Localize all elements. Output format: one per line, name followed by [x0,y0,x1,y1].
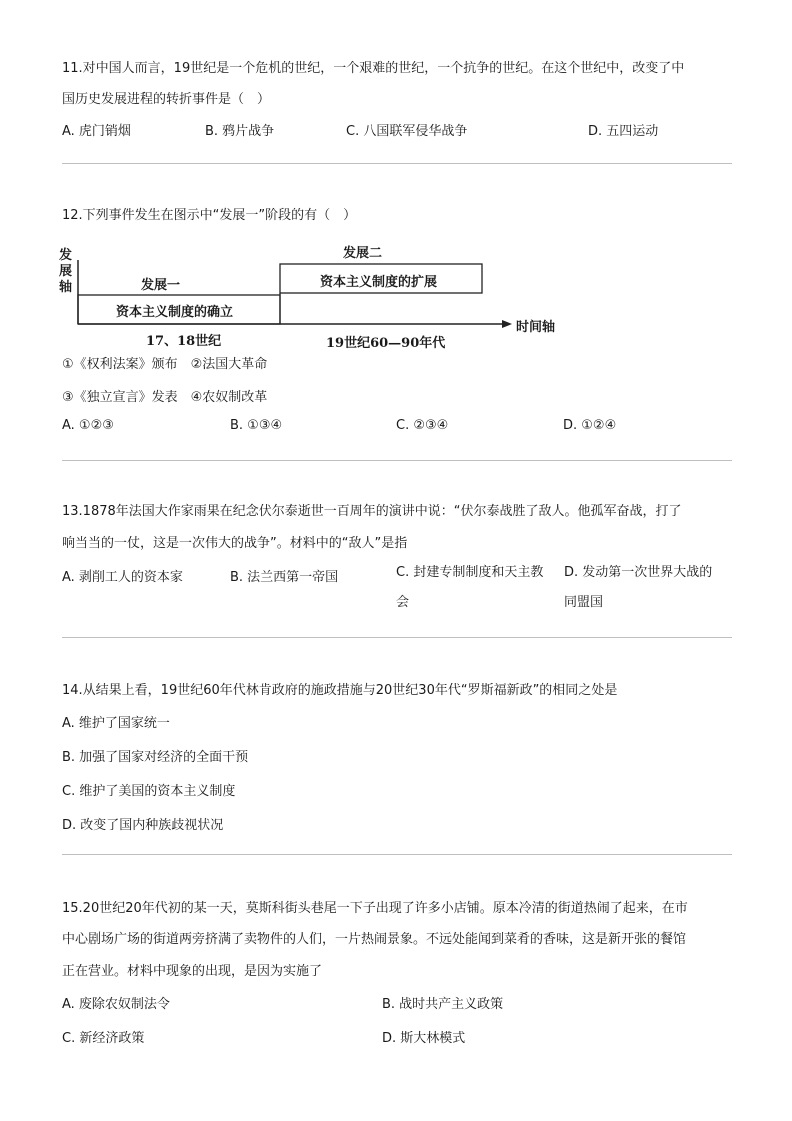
q15-stem-line3: 正在营业。材料中现象的出现，是因为实施了 [62,964,323,979]
stage2-box-label: 资本主义制度的扩展 [320,275,438,290]
q14-option-d[interactable]: D. 改变了国内种族歧视状况 [62,818,224,833]
q12-option-b[interactable]: B. ①③④ [230,418,283,433]
q13-option-b[interactable]: B. 法兰西第一帝国 [230,570,339,585]
q13-stem-line1: 13.1878年法国大作家雨果在纪念伏尔泰逝世一百周年的演讲中说：“伏尔泰战胜了敌人。他孤军奋战，打了 [62,504,682,519]
q11-stem-line1: 11.对中国人而言，19世纪是一个危机的世纪，一个艰难的世纪，一个抗争的世纪。在这个世纪中，改变了中 [62,61,685,76]
q11-stem-line2: 国历史发展进程的转折事件是（ ） [62,92,271,107]
q11-option-a[interactable]: A. 虎门销烟 [62,124,131,139]
q15-option-d[interactable]: D. 斯大林模式 [382,1031,466,1046]
q13-option-a[interactable]: A. 剥削工人的资本家 [62,570,183,585]
q12-option-d[interactable]: D. ①②④ [563,418,617,433]
q14-option-c[interactable]: C. 维护了美国的资本主义制度 [62,784,236,799]
divider [62,163,732,164]
q12-items-line2: ③《独立宣言》发表 ④农奴制改革 [62,390,268,405]
diagram-graphics [56,240,536,350]
q15-option-c[interactable]: C. 新经济政策 [62,1031,145,1046]
period1-label: 17、18世纪 [146,334,222,349]
q14-option-a[interactable]: A. 维护了国家统一 [62,716,170,731]
q13-option-d[interactable]: D. 发动第一次世界大战的同盟国 [564,565,713,610]
period2-label: 19世纪60—90年代 [326,336,446,351]
q15-stem-line2: 中心剧场广场的街道两旁挤满了卖物件的人们，一片热闹景象。不远处能闻到菜肴的香味，这是新开张的餐馆 [62,932,687,947]
q12-option-c[interactable]: C. ②③④ [396,418,449,433]
q14-stem: 14.从结果上看，19世纪60年代林肯政府的施政措施与20世纪30年代“罗斯福新政”的相同之处是 [62,683,618,698]
q11-option-b[interactable]: B. 鸦片战争 [205,124,275,139]
time-axis-label: 时间轴 [516,320,556,335]
q12-option-a[interactable]: A. ①②③ [62,418,114,433]
divider [62,460,732,461]
q12-items-line1: ①《权利法案》颁布 ②法国大革命 [62,357,268,372]
q15-stem-line1: 15.20世纪20年代初的某一天，莫斯科街头巷尾一下子出现了许多小店铺。原本冷清的街道热闹了起来，在市 [62,901,688,916]
divider [62,854,732,855]
q12-stem: 12.下列事件发生在图示中“发展一”阶段的有（ ） [62,208,357,223]
axis-label-vertical: 发展轴 [59,248,73,295]
stage2-title: 发展二 [343,246,383,261]
q15-option-a[interactable]: A. 废除农奴制法令 [62,997,170,1012]
q13-stem-line2: 响当当的一仗，这是一次伟大的战争”。材料中的“敌人”是指 [62,536,408,551]
stage1-title: 发展一 [141,278,181,293]
q15-option-b[interactable]: B. 战时共产主义政策 [382,997,504,1012]
divider [62,637,732,638]
stage1-box-label: 资本主义制度的确立 [116,305,234,320]
q14-option-b[interactable]: B. 加强了国家对经济的全面干预 [62,750,249,765]
q11-option-c[interactable]: C. 八国联军侵华战争 [346,124,468,139]
q13-option-c[interactable]: C. 封建专制制度和天主教会 [396,565,544,610]
q11-option-d[interactable]: D. 五四运动 [588,124,659,139]
q12-diagram [56,240,556,351]
